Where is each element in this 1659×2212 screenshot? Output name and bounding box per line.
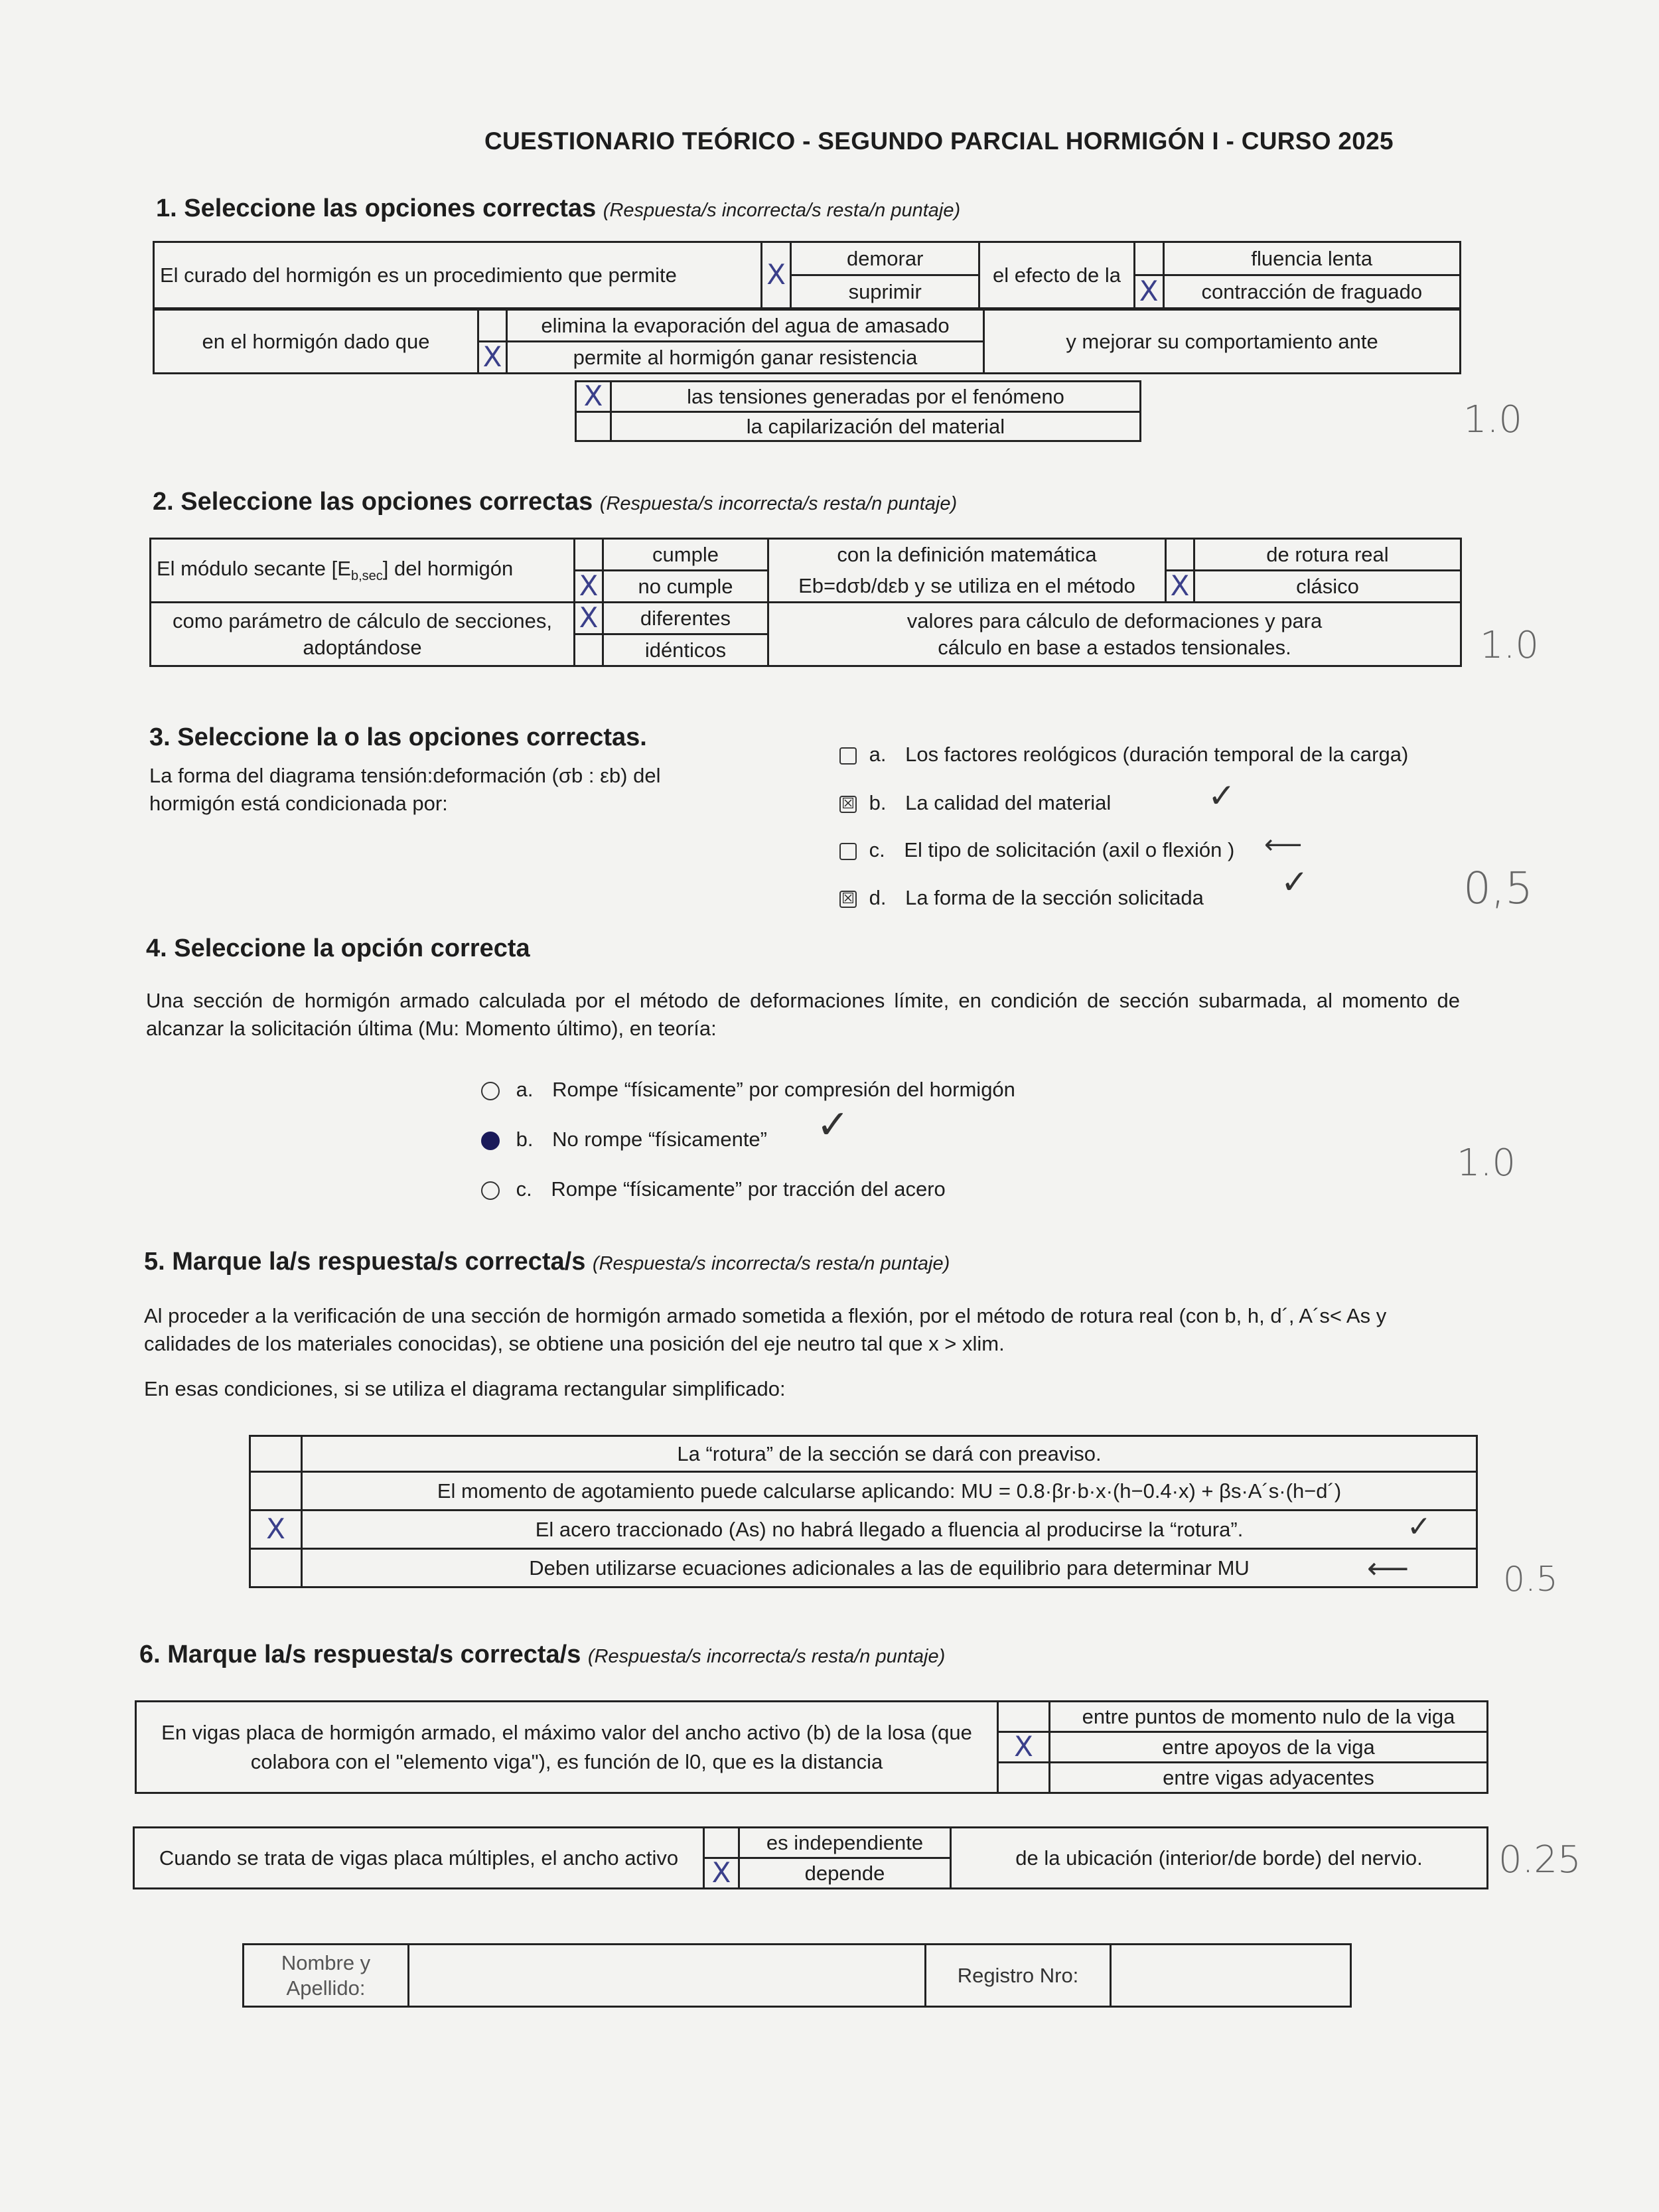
footer-table — [242, 1943, 1352, 2008]
q5-row-2[interactable]: El momento de agotamiento puede calcularse aplicando: MU = 0.8·βr·b·x·(h−0.4·x) + βs·A´s·(h−d´) — [302, 1472, 1477, 1511]
q2-opt-clasico[interactable]: clásico — [1194, 571, 1461, 603]
q2-box-rotura[interactable] — [1166, 539, 1194, 571]
q1-box-permite[interactable]: X — [478, 342, 507, 374]
q1-opt-elimina[interactable]: elimina la evaporación del agua de amasado — [507, 310, 984, 342]
q3-option-a[interactable]: a. Los factores reológicos (duración temporal de la carga) — [839, 741, 1408, 768]
q3-option-b[interactable]: ☒ b. La calidad del material — [839, 790, 1111, 816]
q1-heading-text: 1. Seleccione las opciones correctas — [156, 194, 597, 222]
q2-box-nocumple[interactable]: X — [575, 571, 603, 603]
q6-opt-adyacentes[interactable]: entre vigas adyacentes — [1050, 1763, 1488, 1793]
q5-box-4[interactable] — [250, 1549, 302, 1587]
q6-r2-text: Cuando se trata de vigas placa múltiples, el ancho activo — [134, 1828, 704, 1889]
check-mark-icon: ✓ — [1281, 863, 1309, 901]
q2-def1: con la definición matemática — [768, 539, 1166, 571]
q6-opt-indep[interactable]: es independiente — [739, 1828, 951, 1858]
q2-grade: 1.0 — [1480, 624, 1540, 667]
q4-option-a[interactable]: a. Rompe “físicamente” por compresión del hormigón — [481, 1076, 1015, 1103]
q2-box-cumple[interactable] — [575, 539, 603, 571]
q1-opt-permite[interactable]: permite al hormigón ganar resistencia — [507, 342, 984, 374]
q6-heading — [139, 1641, 945, 1669]
q6-box-indep[interactable] — [704, 1828, 739, 1858]
q1-table-row2 — [153, 309, 1461, 374]
q4-radio-a[interactable] — [481, 1082, 500, 1100]
q2-table — [149, 538, 1462, 667]
q1-opt-capilar[interactable]: la capilarización del material — [611, 412, 1141, 441]
q5-box-2[interactable] — [250, 1472, 302, 1511]
q2-note: (Respuesta/s incorrecta/s resta/n puntaje) — [599, 493, 958, 514]
q1-efecto: el efecto de la — [979, 242, 1134, 309]
q5-stem2: En esas condiciones, si se utiliza el diagrama rectangular simplificado: — [144, 1377, 786, 1400]
q2-heading — [153, 488, 957, 516]
q6-box-adyacentes[interactable] — [998, 1763, 1050, 1793]
q2-opt-cumple[interactable]: cumple — [603, 539, 768, 571]
q5-box-3[interactable]: X — [250, 1511, 302, 1549]
q4-radio-b[interactable] — [481, 1132, 500, 1150]
q1-box-fluencia[interactable] — [1134, 242, 1163, 275]
q1-opt-contraccion[interactable]: contracción de fraguado — [1163, 275, 1460, 309]
q3-checkbox-a[interactable] — [839, 747, 857, 765]
q1-r1-text: El curado del hormigón es un procedimiento que permite — [154, 242, 762, 309]
q5-grade: 0.5 — [1503, 1560, 1558, 1599]
q6-opt-apoyos[interactable]: entre apoyos de la viga — [1050, 1732, 1488, 1763]
q2-opt-diferentes[interactable]: diferentes — [603, 603, 768, 634]
q6-r1-text: En vigas placa de hormigón armado, el máximo valor del ancho activo (b) de la losa (que colabora con el "elemento viga"), es función de l0, que es la distancia — [136, 1702, 998, 1793]
page-title: CUESTIONARIO TEÓRICO - SEGUNDO PARCIAL HORMIGÓN I - CURSO 2025 — [484, 127, 1394, 155]
q1-box-elimina[interactable] — [478, 310, 507, 342]
q3-grade: 0,5 — [1463, 863, 1533, 914]
q2-r2-text: como parámetro de cálculo de secciones, adoptándose — [151, 603, 575, 666]
q6-table — [135, 1700, 1488, 1794]
q1-table — [153, 241, 1461, 309]
q1-box-demorar[interactable]: X — [762, 242, 791, 309]
q2-box-diferentes[interactable]: X — [575, 603, 603, 634]
q1-opt-suprimir[interactable]: suprimir — [791, 275, 979, 309]
q2-valores: valores para cálculo de deformaciones y para cálculo en base a estados tensionales. — [768, 603, 1461, 666]
q3-stem: La forma del diagrama tensión:deformación (σb : εb) del hormigón está condicionada por: — [149, 764, 661, 815]
q1-box-tensiones[interactable]: X — [576, 382, 611, 412]
q5-row-3[interactable]: El acero traccionado (As) no habrá llegado a fluencia al producirse la “rotura”. — [302, 1511, 1477, 1549]
check-mark-icon: ✓ — [1407, 1510, 1431, 1544]
q1-opt-tensiones[interactable]: las tensiones generadas por el fenómeno — [611, 382, 1141, 412]
q1-table-row3 — [575, 380, 1141, 442]
q5-row-1[interactable]: La “rotura” de la sección se dará con preaviso. — [302, 1436, 1477, 1472]
q6-r2-tail: de la ubicación (interior/de borde) del nervio. — [951, 1828, 1488, 1889]
name-label: Nombre y Apellido: — [244, 1945, 409, 2007]
q4-grade: 1.0 — [1457, 1142, 1516, 1185]
q5-stem: Al proceder a la verificación de una sección de hormigón armado sometida a flexión, por el método de rotura real (con b, h, d´, A´s< As y calidades de los materiales conocidas), se obtiene una posición del eje neutro tal que x > xlim. — [144, 1304, 1387, 1355]
q1-note: (Respuesta/s incorrecta/s resta/n puntaje) — [603, 200, 961, 221]
q3-checkbox-b[interactable]: ☒ — [839, 796, 857, 813]
q6-box-apoyos[interactable]: X — [998, 1732, 1050, 1763]
q1-box-contraccion[interactable]: X — [1134, 275, 1163, 309]
q4-option-b[interactable]: b. No rompe “físicamente” — [481, 1126, 767, 1153]
q2-box-clasico[interactable]: X — [1166, 571, 1194, 603]
q3-option-d[interactable]: ☒ d. La forma de la sección solicitada — [839, 885, 1204, 911]
arrow-left-icon: ⟵ — [1367, 1552, 1409, 1585]
q5-heading-text: 5. Marque la/s respuesta/s correcta/s — [144, 1248, 586, 1276]
q5-box-1[interactable] — [250, 1436, 302, 1472]
check-mark-icon: ✓ — [1208, 776, 1236, 815]
name-field[interactable] — [409, 1945, 926, 2007]
q4-option-c[interactable]: c. Rompe “físicamente” por tracción del acero — [481, 1176, 946, 1203]
q3-option-c[interactable]: c. El tipo de solicitación (axil o flexión ) — [839, 837, 1234, 863]
q5-note: (Respuesta/s incorrecta/s resta/n puntaje) — [592, 1253, 950, 1274]
q6-heading-text: 6. Marque la/s respuesta/s correcta/s — [139, 1641, 581, 1668]
q6-grade: 0.25 — [1498, 1838, 1581, 1881]
registro-field[interactable] — [1111, 1945, 1351, 2007]
q3-heading: 3. Seleccione la o las opciones correctas. — [149, 723, 647, 751]
q5-heading — [144, 1248, 950, 1276]
q4-stem: Una sección de hormigón armado calculada por el método de deformaciones límite, en condición de sección subarmada, al momento de alcanzar la solicitación última (Mu: Momento último), en teoría: — [146, 989, 1460, 1040]
q2-box-identicos[interactable] — [575, 634, 603, 666]
q6-table-row2 — [133, 1826, 1488, 1889]
q1-r2-text: en el hormigón dado que — [154, 310, 478, 374]
q2-opt-rotura[interactable]: de rotura real — [1194, 539, 1461, 571]
q4-radio-c[interactable] — [481, 1181, 500, 1200]
q5-table — [249, 1435, 1478, 1588]
q1-heading — [156, 194, 960, 223]
q6-box-momento[interactable] — [998, 1702, 1050, 1732]
q4-heading: 4. Seleccione la opción correcta — [146, 934, 530, 962]
q2-r1-text: El módulo secante $[E_{b,sec}]$ del hormigón — [151, 539, 575, 603]
q1-opt-demorar[interactable]: demorar — [791, 242, 979, 275]
q1-box-capilar[interactable] — [576, 412, 611, 441]
q2-opt-nocumple[interactable]: no cumple — [603, 571, 768, 603]
q6-opt-depende[interactable]: depende — [739, 1858, 951, 1889]
q5-row-4[interactable]: Deben utilizarse ecuaciones adicionales a las de equilibrio para determinar MU — [302, 1549, 1477, 1587]
q6-note: (Respuesta/s incorrecta/s resta/n puntaje) — [587, 1646, 946, 1667]
q2-def2: Eb=dσb/dεb y se utiliza en el método — [768, 571, 1166, 603]
q1-mejorar: y mejorar su comportamiento ante — [984, 310, 1461, 374]
q6-opt-momento[interactable]: entre puntos de momento nulo de la viga — [1050, 1702, 1488, 1732]
q2-opt-identicos[interactable]: idénticos — [603, 634, 768, 666]
q3-checkbox-d[interactable]: ☒ — [839, 891, 857, 908]
q1-grade: 1.0 — [1463, 398, 1523, 441]
q6-box-depende[interactable]: X — [704, 1858, 739, 1889]
arrow-left-icon: ⟵ — [1264, 830, 1303, 860]
q2-heading-text: 2. Seleccione las opciones correctas — [153, 488, 593, 516]
registro-label: Registro Nro: — [926, 1945, 1111, 2007]
check-mark-icon: ✓ — [816, 1102, 850, 1148]
q1-opt-fluencia[interactable]: fluencia lenta — [1163, 242, 1460, 275]
q3-checkbox-c[interactable] — [839, 843, 857, 860]
